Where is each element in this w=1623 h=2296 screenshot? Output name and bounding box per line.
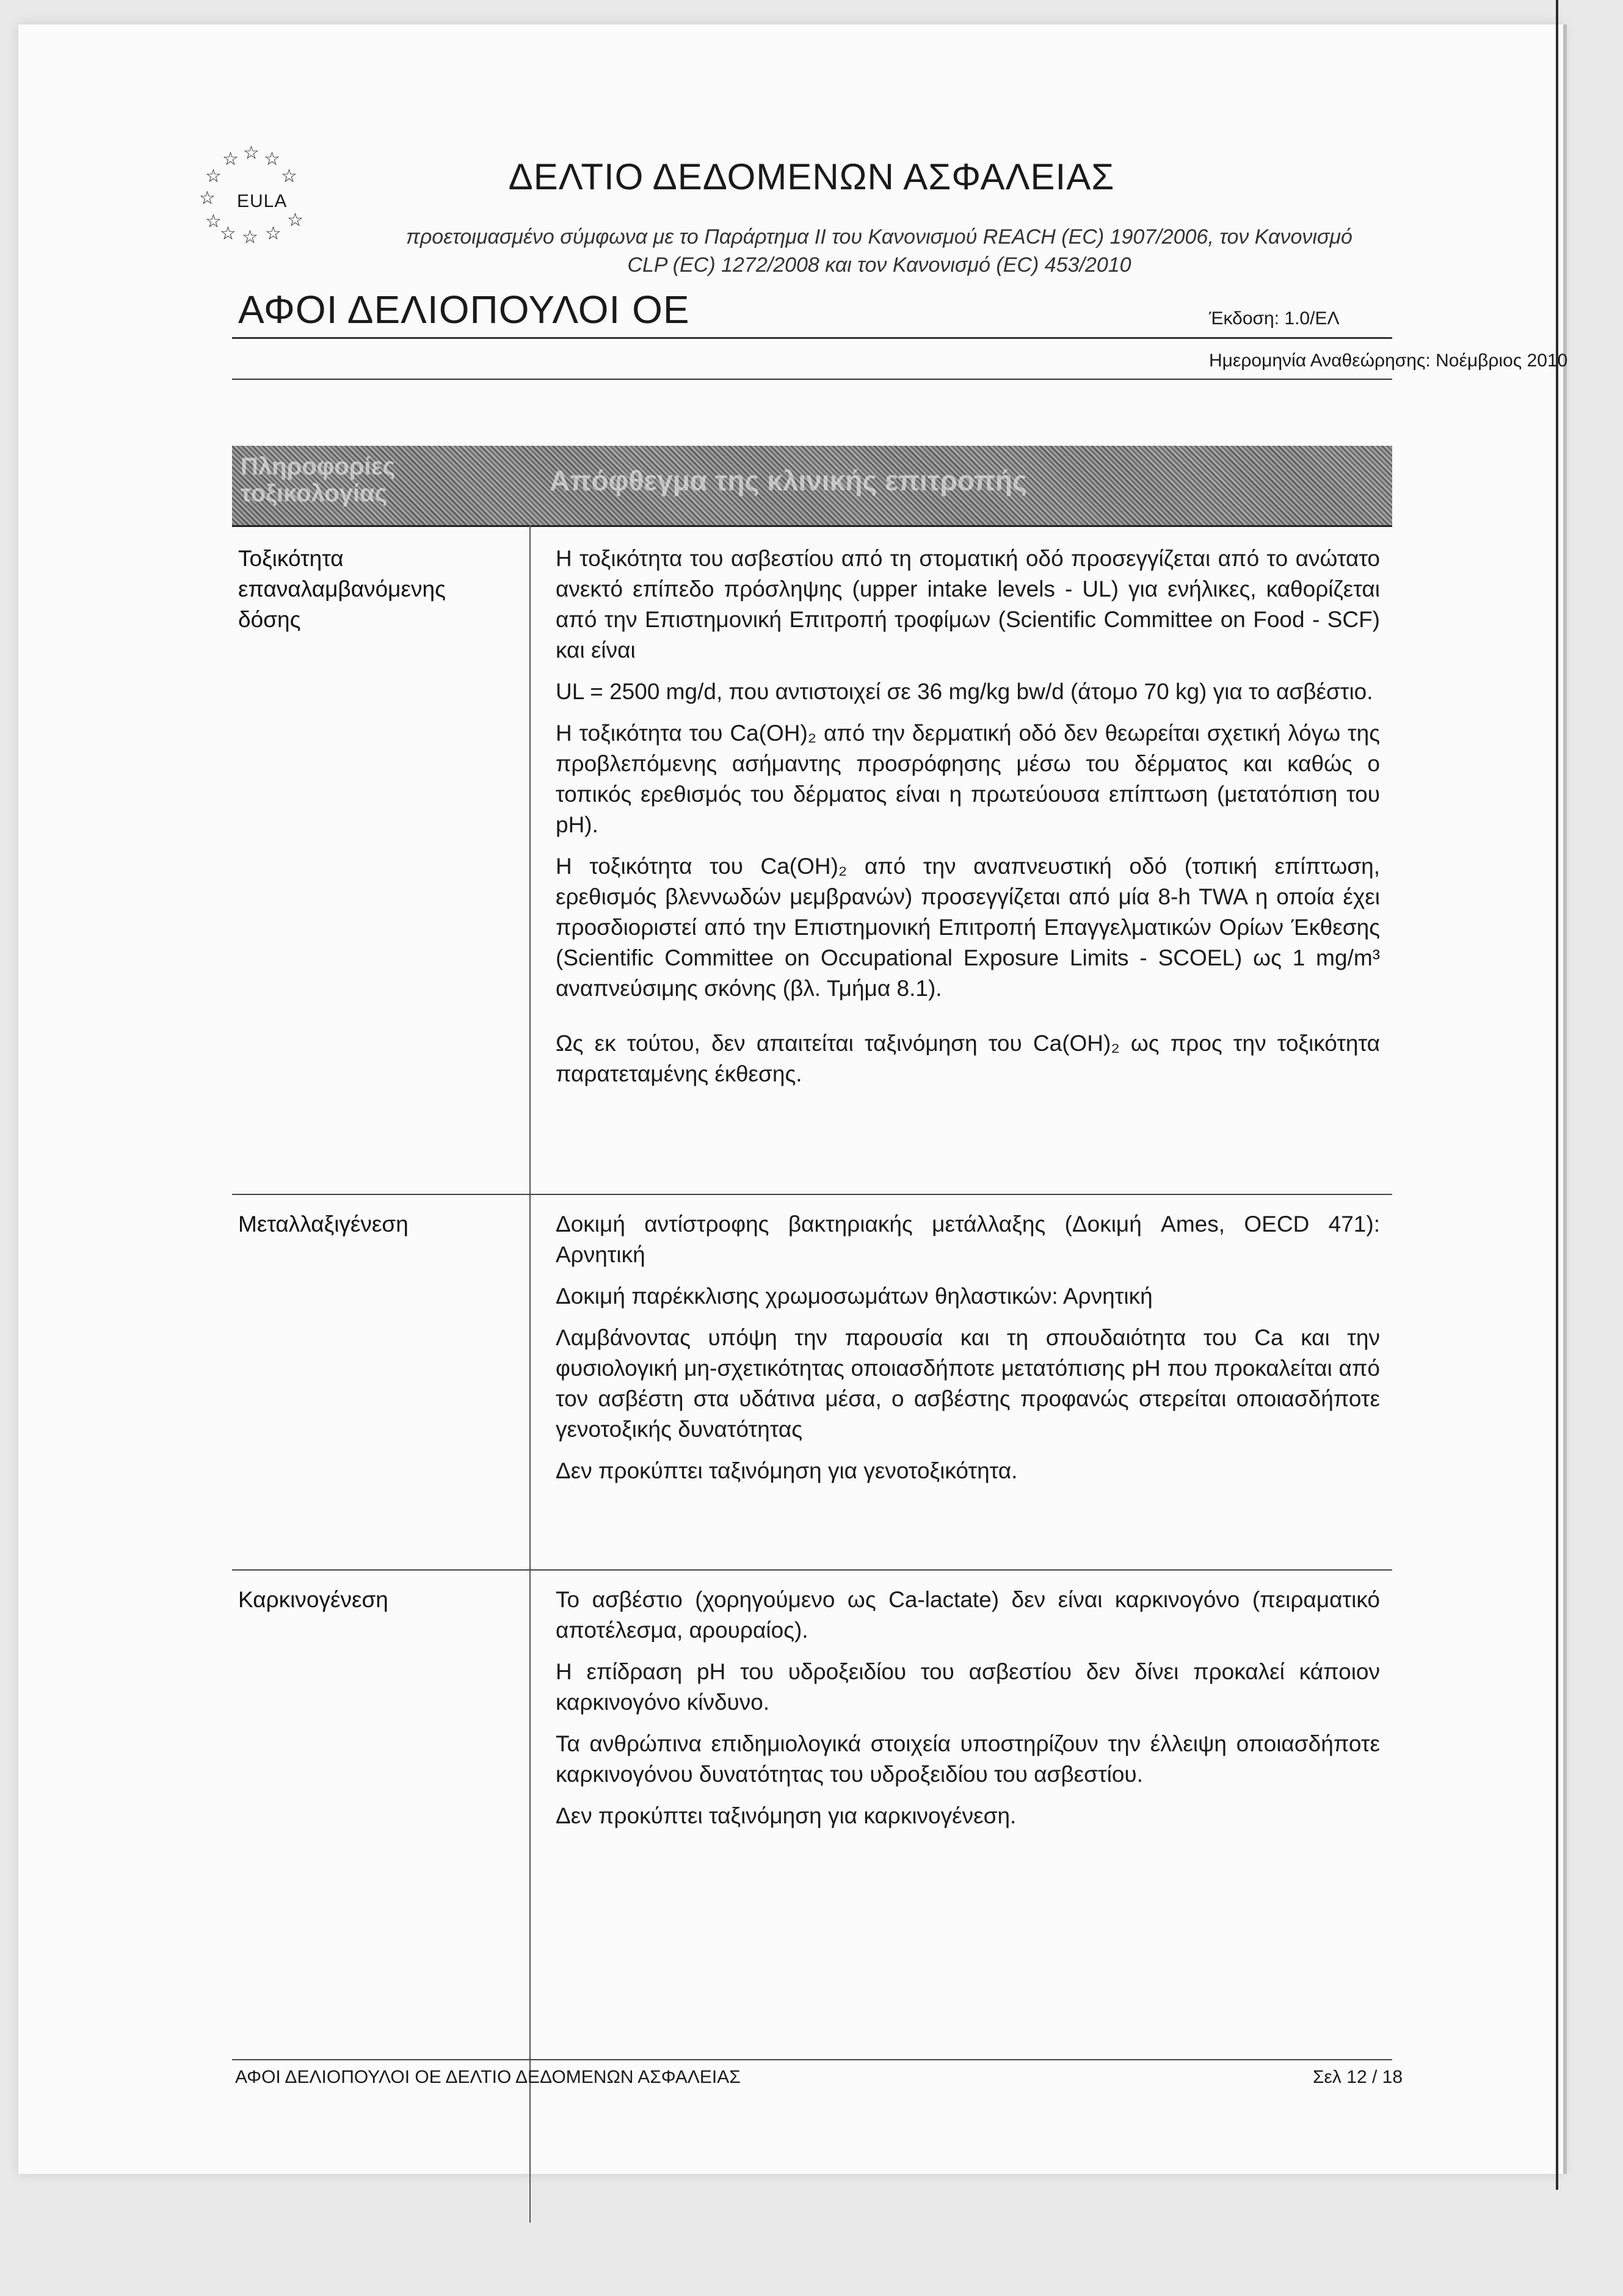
- document-title: ΔΕΛΤΙΟ ΔΕΔΟΜΕΝΩΝ ΑΣΦΑΛΕΙΑΣ: [508, 156, 1115, 197]
- table-header-left: Πληροφορίες τοξικολογίας: [241, 453, 396, 507]
- paragraph: Λαμβάνοντας υπόψη την παρουσία και τη σπουδαιότητα του Ca και την φυσιολογική μη-σχετικότητας οποιασδήποτε μετατόπισης pH που προκαλείται από τον ασβέστη στα υδάτινα μέσα, ο ασβέστης προφανώς στερείται οποιασδήποτε γενοτοξικής δυνατότητας: [556, 1325, 1380, 1442]
- row-content-mutagenicity: [556, 1209, 1380, 1497]
- header-divider-2: [232, 379, 1392, 380]
- column-divider: [529, 525, 531, 2223]
- paragraph: Το ασβέστιο (χορηγούμενο ως Ca-lactate) δεν είναι καρκινογόνο (πειραματικό αποτέλεσμα, αρουραίος).: [556, 1587, 1380, 1643]
- footer-document-name: ΑΦΟΙ ΔΕΛΙΟΠΟΥΛΟΙ ΟΕ ΔΕΛΤΙΟ ΔΕΔΟΜΕΝΩΝ ΑΣΦΑΛΕΙΑΣ: [235, 2067, 741, 2087]
- header-divider: [232, 337, 1392, 339]
- paragraph: Η τοξικότητα του ασβεστίου από τη στοματική οδό προσεγγίζεται από το ανώτατο ανεκτό επίπεδο πρόσληψης (upper intake levels - UL) για ενήλικες, καθορίζεται από την Επιστημονική Επιτροπή τροφίμων (Scientific Committee on Food - SCF) και είναι: [556, 546, 1380, 663]
- table-header-band: [232, 446, 1392, 527]
- row-label-mutagenicity: [238, 1209, 408, 1240]
- paragraph: Δεν προκύπτει ταξινόμηση για καρκινογένεση.: [556, 1803, 1017, 1828]
- star-circle-icon: ☆ ☆ ☆ ☆ ☆ ☆ ☆ ☆ ☆ ☆ ☆: [199, 142, 303, 248]
- paragraph: Η τοξικότητα του Ca(OH)₂ από την αναπνευστική οδό (τοπική επίπτωση, ερεθισμός βλεννωδών μεμβρανών) προσεγγίζεται από μία 8-h TWA η οποία έχει προσδιοριστεί από την Επιστημονική Επιτροπή Επαγγελματικών Ορίων Έκθεσης (Scientific Committee on Occupational Exposure Limits - SCOEL) ως 1 mg/m³ αναπνεύσιμης σκόνης (βλ. Τμήμα 8.1).: [556, 854, 1380, 1001]
- footer-divider: [232, 2059, 1392, 2060]
- toxicology-table: [232, 446, 1392, 2296]
- paragraph: Ως εκ τούτου, δεν απαιτείται ταξινόμηση του Ca(OH)₂ ως προς την τοξικότητα παρατεταμένης έκθεσης.: [556, 1031, 1380, 1086]
- label-line: δόσης: [238, 607, 301, 632]
- row-content-repeated-dose-toxicity: [556, 543, 1380, 1100]
- paragraph: Η τοξικότητα του Ca(OH)₂ από την δερματική οδό δεν θεωρείται σχετική λόγω της προβλεπόμενης ασήμαντης προσρόφησης μέσω του δέρματος και καθώς ο τοπικός ερεθισμός του δέρματος είναι η πρωτεύουσα επίπτωση (μετατόπιση του pH).: [556, 721, 1380, 837]
- table-header-right: Απόφθεγμα της κλινικής επιτροπής: [550, 465, 1027, 496]
- row-label-repeated-dose-toxicity: [238, 543, 446, 635]
- label-line: Καρκινογένεση: [238, 1587, 388, 1612]
- paragraph: UL = 2500 mg/d, που αντιστοιχεί σε 36 mg/kg bw/d (άτομο 70 kg) για το ασβέστιο.: [556, 679, 1373, 704]
- paragraph: Η επίδραση pH του υδροξειδίου του ασβεστίου δεν δίνει προκαλεί κάποιον καρκινογόνο κίνδυνο.: [556, 1659, 1380, 1715]
- revision-date: Ημερομηνία Αναθεώρησης: Νοέμβριος 2010: [1209, 351, 1568, 371]
- label-line: επαναλαμβανόμενης: [238, 576, 446, 601]
- page-edge-shadow: [1556, 0, 1558, 2190]
- paragraph: Δεν προκύπτει ταξινόμηση για γενοτοξικότητα.: [556, 1458, 1018, 1483]
- edition-label: Έκδοση: 1.0/ΕΛ: [1209, 308, 1340, 329]
- row-divider: [232, 1194, 1392, 1195]
- document-subtitle: προετοιμασμένο σύμφωνα με το Παράρτημα ΙΙ του Κανονισμού REACH (EC) 1907/2006, τον Κανονισμό CLP (EC) 1272/2008 και τον Κανονισμό (EC) 453/2010: [406, 225, 1352, 277]
- logo-text: EULA: [237, 191, 288, 211]
- row-label-carcinogenicity: [238, 1585, 388, 1615]
- footer-page-number: Σελ 12 / 18: [1313, 2067, 1403, 2087]
- label-line: Τοξικότητα: [238, 546, 344, 571]
- paragraph: Δοκιμή αντίστροφης βακτηριακής μετάλλαξης (Δοκιμή Ames, OECD 471): Αρνητική: [556, 1212, 1380, 1267]
- row-content-carcinogenicity: [556, 1585, 1380, 1842]
- label-line: Μεταλλαξιγένεση: [238, 1212, 408, 1237]
- company-name: ΑΦΟΙ ΔΕΛΙΟΠΟΥΛΟΙ ΟΕ: [238, 288, 690, 332]
- row-divider: [232, 1569, 1392, 1571]
- paragraph: Δοκιμή παρέκκλισης χρωμοσωμάτων θηλαστικών: Αρνητική: [556, 1284, 1153, 1309]
- paragraph: Τα ανθρώπινα επιδημιολογικά στοιχεία υποστηρίζουν την έλλειψη οποιασδήποτε καρκινογόνου δυνατότητας του υδροξειδίου του ασβεστίου.: [556, 1731, 1380, 1787]
